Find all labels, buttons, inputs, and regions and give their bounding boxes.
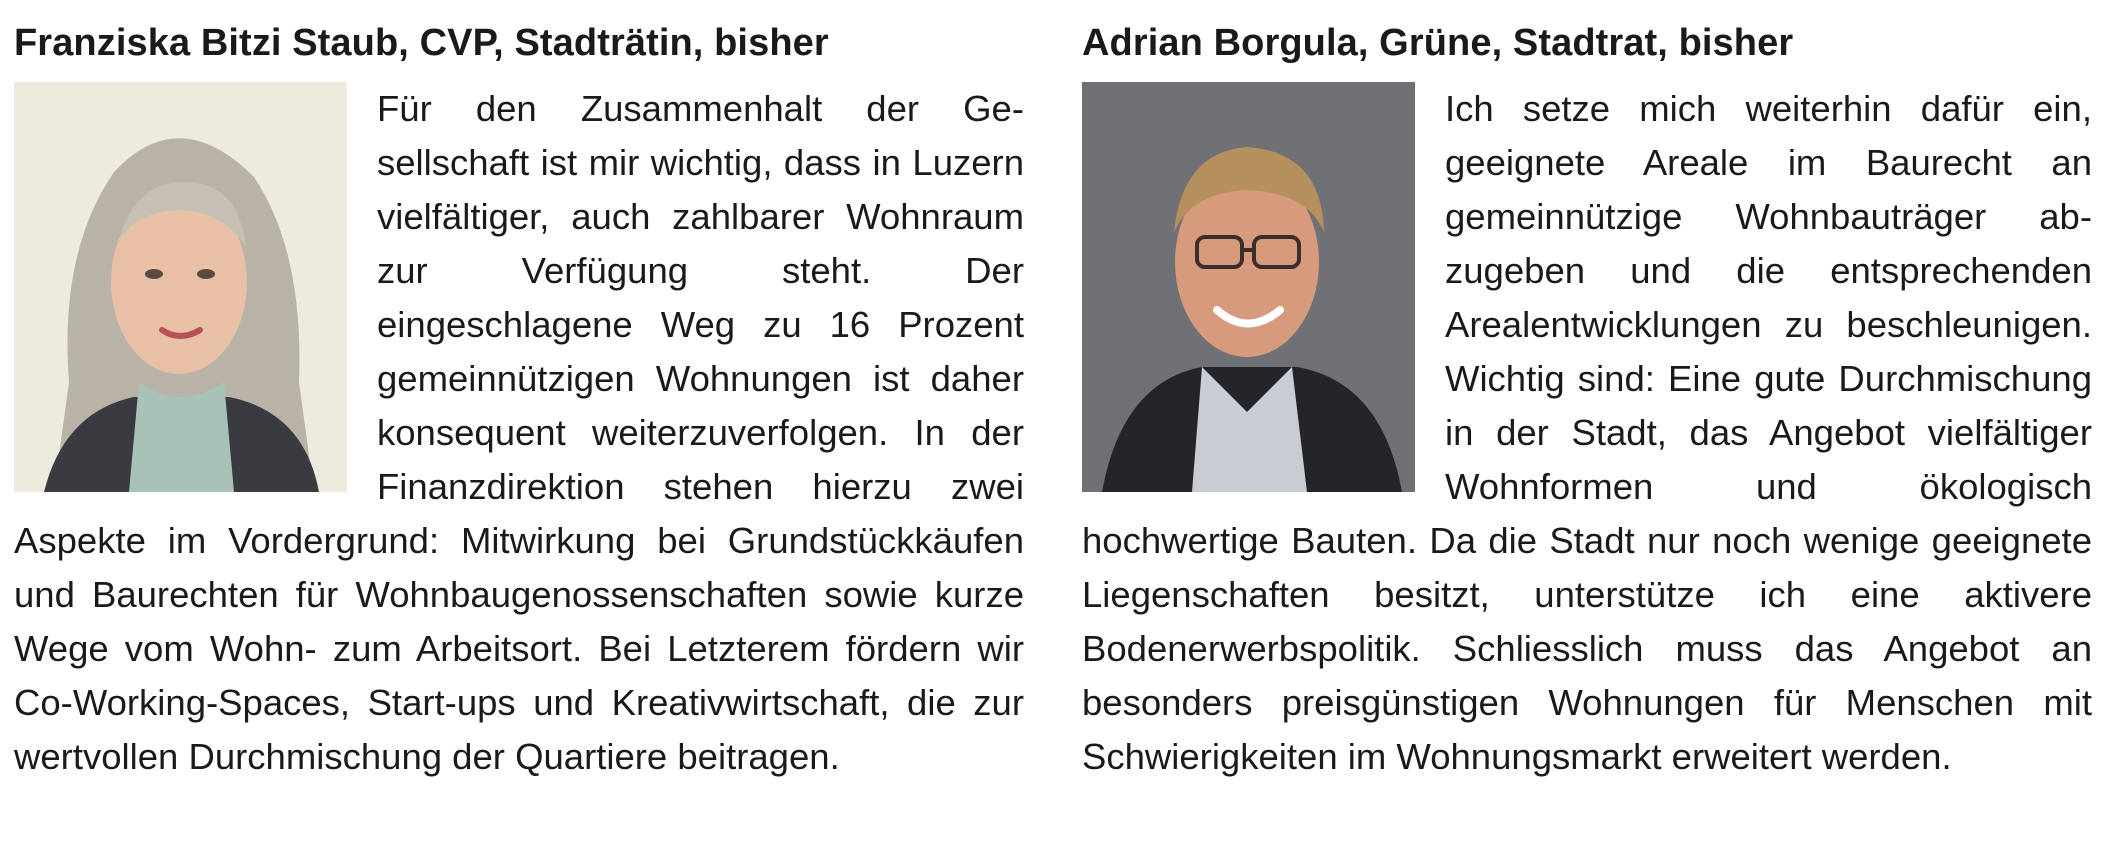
candidate-statement: Für den Zusammenhalt der Gesellschaft ist mir wichtig, dass in Luzern vielfältiger, auch zahlbarer Wohnraum zur Verfügung steht. Der eingeschlagene Weg zu 16 Prozent gemeinnützigen Wohnungen ist daher konsequent weiterzuverfolgen. In der Finanzdirektion stehen hierzu zwei Aspekte im Vordergrund: Mitwirkung bei Grundstückkäufen und Baurechten für Wohnbaugenossenschaften sowie kurze Wege vom Wohn- zum Arbeitsort. Bei Letzterem fördern wir Co-Working-Spaces, Start-ups und Kreativwirtschaft, die zur wertvollen Durchmischung der Quartiere beitragen. bbox=[14, 88, 1024, 777]
candidate-heading: Adrian Borgula, Grüne, Stadtrat, bisher bbox=[1082, 22, 1794, 64]
candidate-statement: Ich setze mich weiterhin dafür ein, geeignete Areale im Baurecht an gemeinnützige Wohnbauträger abzugeben und die entsprechenden Arealentwicklungen zu beschleunigen. Wichtig sind: Eine gute Durchmischung in der Stadt, das Angebot vielfältiger Wohnformen und ökologisch hochwertige Bauten. Da die Stadt nur noch wenige geeignete Liegenschaften besitzt, unterstütze ich eine aktivere Bodenerwerbspolitik. Schliesslich muss das Angebot an besonders preisgünstigen Wohnungen für Menschen mit Schwierigkeiten im Wohnungsmarkt erweitert werden. bbox=[1082, 88, 2092, 777]
candidate-left bbox=[14, 20, 1024, 784]
candidate-right bbox=[1082, 20, 2092, 784]
portrait-photo-woman bbox=[14, 82, 347, 492]
candidate-heading: Franziska Bitzi Staub, CVP, Stadträtin, bisher bbox=[14, 22, 829, 64]
portrait-photo-man bbox=[1082, 82, 1415, 492]
